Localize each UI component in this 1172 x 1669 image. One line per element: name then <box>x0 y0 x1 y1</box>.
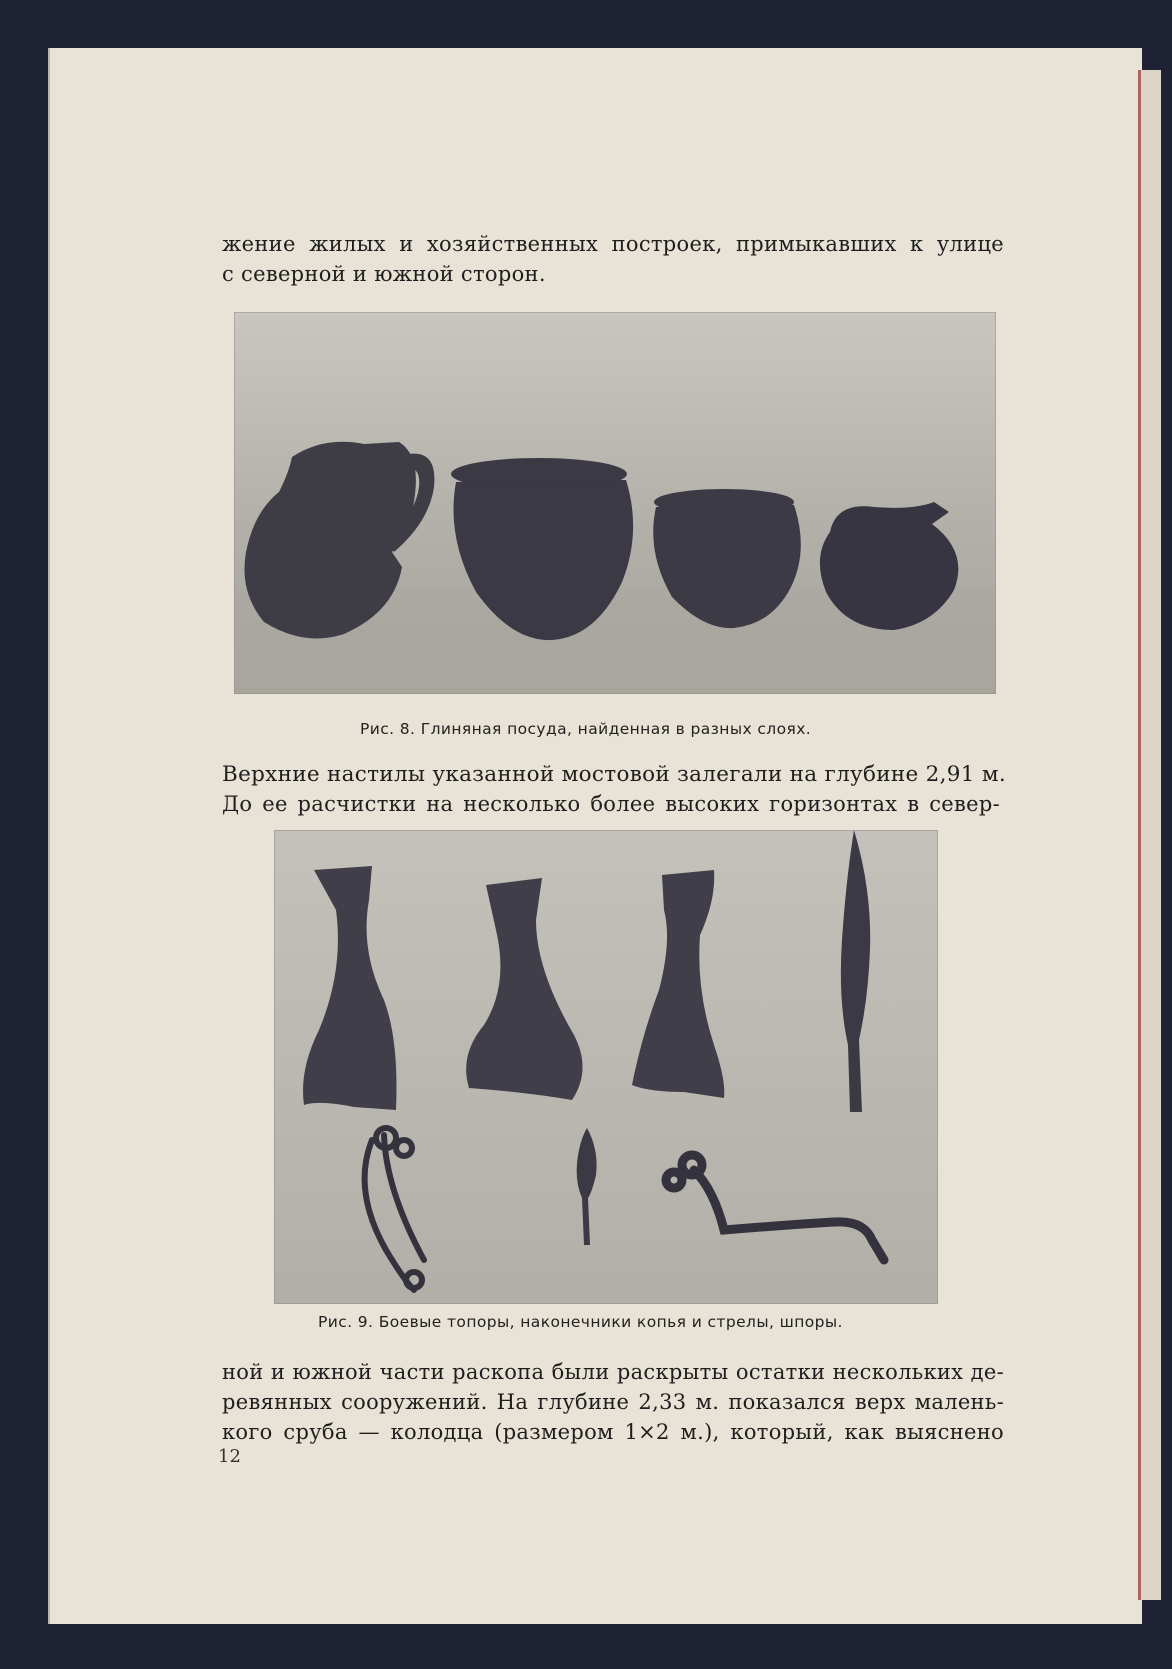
figure-9-caption: Рис. 9. Боевые топоры, наконечники копья и стрелы, шпоры. <box>318 1313 843 1331</box>
paragraph-line: кого сруба — колодца (размером 1×2 м.), который, как выяснено <box>222 1420 1004 1444</box>
figure-8-caption: Рис. 8. Глиняная посуда, найденная в разных слоях. <box>360 720 812 738</box>
paragraph-line: Верхние настилы указанной мостовой залегали на глубине 2,91 м. <box>222 762 1007 787</box>
figure-9-photo <box>274 830 938 1304</box>
paragraph-line: ревянных сооружений. На глубине 2,33 м. показался верх малень- <box>222 1390 1004 1414</box>
paragraph-line: ной и южной части раскопа были раскрыты остатки нескольких де- <box>222 1360 1004 1384</box>
page-number: 12 <box>218 1446 241 1467</box>
paragraph-line: жение жилых и хозяйственных построек, примыкавших к улице <box>222 232 1004 256</box>
figure-8-photo <box>234 312 996 694</box>
next-page-edge <box>1138 70 1161 1600</box>
paragraph-line: До ее расчистки на несколько более высоких горизонтах в север- <box>222 792 1000 816</box>
paragraph-line: с северной и южной сторон. <box>222 262 546 286</box>
